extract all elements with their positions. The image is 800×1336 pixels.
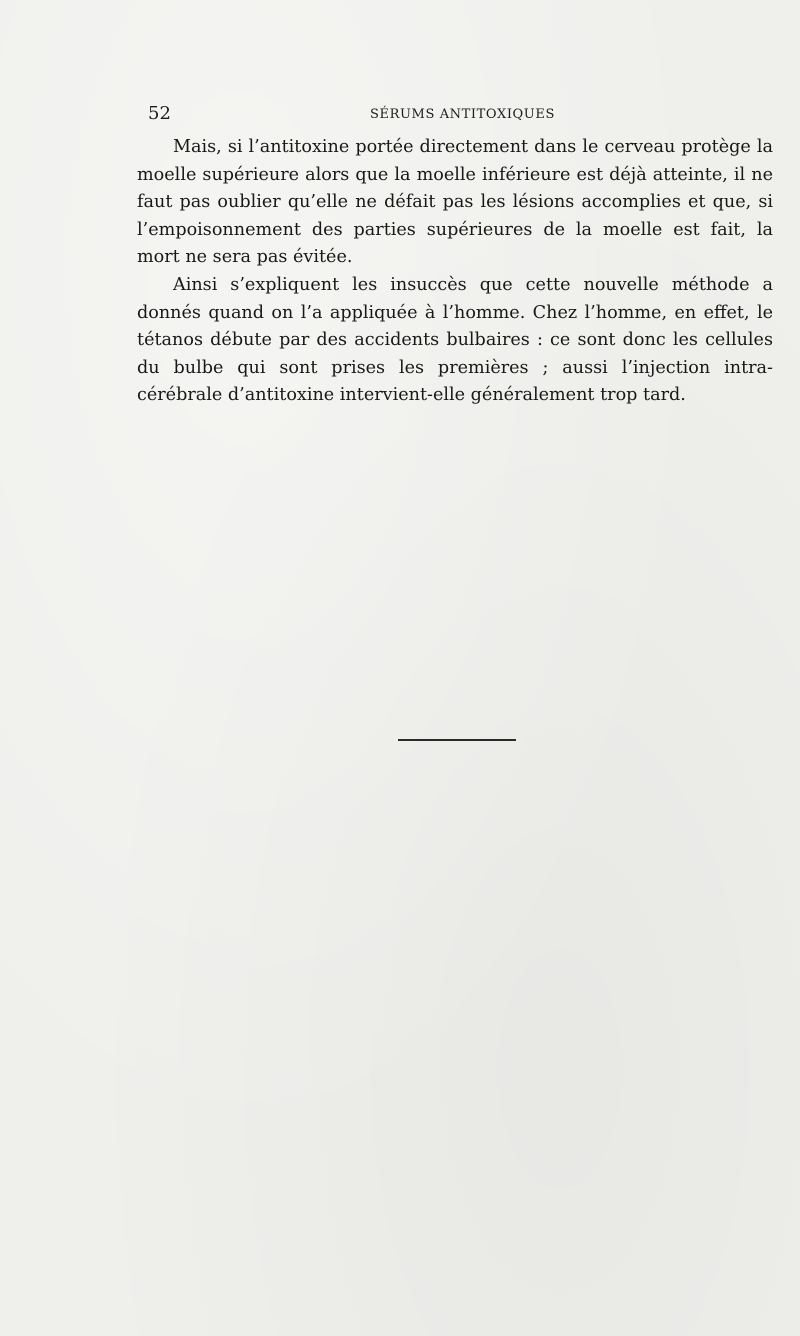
running-head [148, 103, 772, 125]
paragraph-1: Mais, si l’antitoxine portée directement dans le cerveau protège la moelle supérieure alors que la moelle inférieure est déjà atteinte, il ne faut pas oublier qu’elle ne défait pas les lésions accomplies et que, si l’empoisonnement des parties supérieures de la moelle est fait, la mort ne sera pas évitée. [137, 137, 773, 268]
body-text [137, 134, 773, 410]
section-end-rule [398, 739, 516, 741]
paragraph-2: Ainsi s’expliquent les insuccès que cette nouvelle méthode a donnés quand on l’a appliquée à l’homme. Chez l’homme, en effet, le tétanos débute par des accidents bulbaires : ce sont donc les cellules du bulbe qui sont prises les premières ; aussi l’injection intra-cérébrale d’antitoxine intervient-elle généralement trop tard. [137, 274, 773, 406]
running-title: SÉRUMS ANTITOXIQUES [370, 107, 555, 122]
page-number: 52 [148, 103, 171, 124]
